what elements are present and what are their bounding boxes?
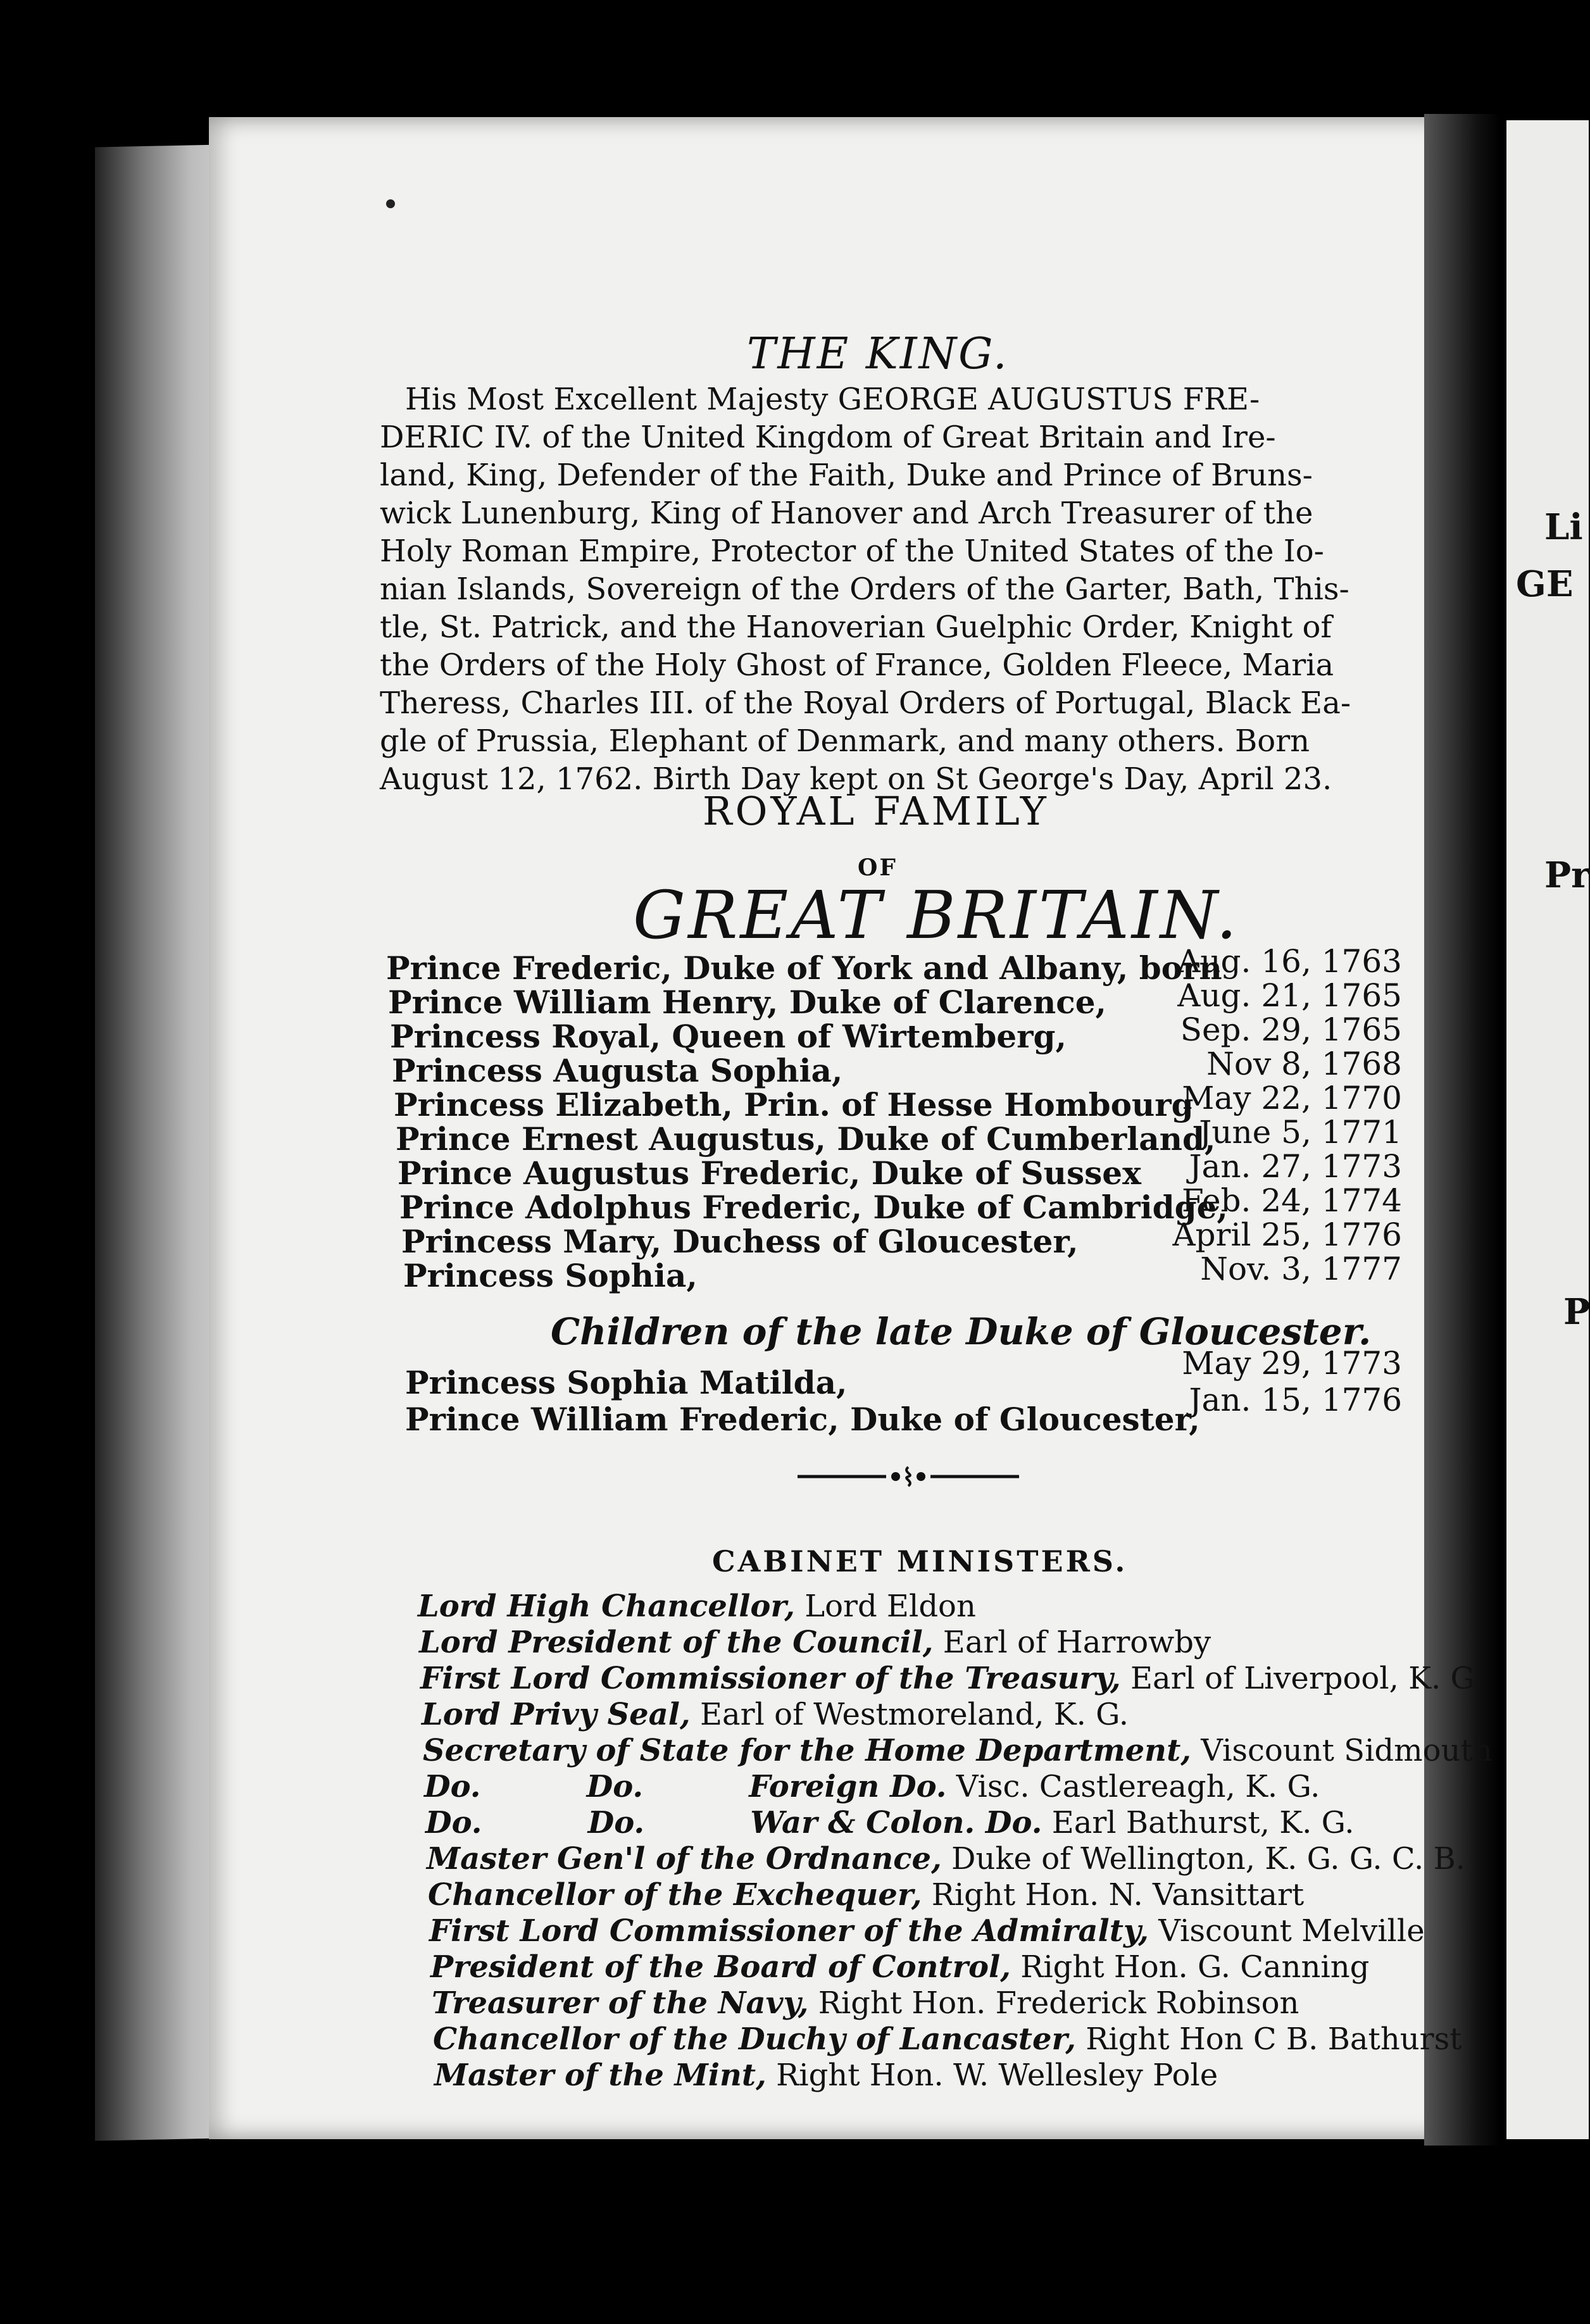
cabinet-entry <box>432 1985 1299 2021</box>
next-page-fragment: Pr <box>1544 854 1590 896</box>
royal-member-date: Feb. 24, 1774 <box>1182 1182 1402 1219</box>
next-page-fragment: P <box>1563 1291 1590 1333</box>
cabinet-holder: Lord Eldon <box>804 1589 976 1624</box>
king-text-line: Theress, Charles III. of the Royal Orders of Portugal, Black Ea- <box>380 685 1351 721</box>
cabinet-entry <box>419 1625 1211 1660</box>
royal-member-name: Princess Sophia, <box>403 1257 698 1294</box>
king-text-line: August 12, 1762. Birth Day kept on St George's Day, April 23. <box>380 761 1332 797</box>
cabinet-entry <box>420 1661 1483 1696</box>
cabinet-holder: Right Hon. Frederick Robinson <box>818 1985 1299 2021</box>
cabinet-holder: Right Hon. N. Vansittart <box>931 1877 1305 1913</box>
next-page-edge <box>1506 120 1589 2139</box>
royal-member-date: June 5, 1771 <box>1199 1114 1402 1151</box>
royal-member-name: Prince Frederic, Duke of York and Albany, born <box>386 949 1222 987</box>
cabinet-holder: Right Hon. W. Wellesley Pole <box>776 2058 1218 2093</box>
king-text-line: the Orders of the Holy Ghost of France, Golden Fleece, Maria <box>380 647 1334 683</box>
royal-member-date: Nov. 3, 1777 <box>1200 1251 1402 1287</box>
royal-member-name: Prince William Henry, Duke of Clarence, <box>388 984 1106 1021</box>
great-britain-title: GREAT BRITAIN. <box>633 877 1240 954</box>
royal-member-date: Nov 8, 1768 <box>1206 1046 1402 1082</box>
royal-member-name: Prince Ernest Augustus, Duke of Cumberland, <box>396 1120 1216 1158</box>
king-text-line: tle, St. Patrick, and the Hanoverian Guelphic Order, Knight of <box>380 609 1332 645</box>
cabinet-office: Secretary of State for the Home Department, <box>423 1733 1191 1768</box>
cabinet-entry <box>418 1589 976 1624</box>
cabinet-entry <box>427 1841 1465 1877</box>
gloucester-heading: Children of the late Duke of Gloucester. <box>551 1310 1372 1353</box>
cabinet-office: First Lord Commissioner of the Admiralty, <box>429 1913 1149 1949</box>
cabinet-entry <box>425 1805 1355 1840</box>
king-text-line: land, King, Defender of the Faith, Duke and Prince of Bruns- <box>380 458 1313 493</box>
gloucester-child-name: Princess Sophia Matilda, <box>405 1364 848 1401</box>
cabinet-holder: Earl of Liverpool, K. G. <box>1130 1661 1484 1696</box>
gloucester-child-name: Prince William Frederic, Duke of Gloucester, <box>405 1401 1200 1438</box>
cabinet-entry <box>424 1769 1320 1804</box>
royal-member-date: Aug. 16, 1763 <box>1177 943 1402 980</box>
cabinet-office: Lord Privy Seal, <box>422 1697 691 1732</box>
of-label: OF <box>858 854 898 881</box>
cabinet-entry <box>430 1949 1369 1985</box>
cabinet-holder: Right Hon. G. Canning <box>1020 1949 1370 1985</box>
king-text-line: DERIC IV. of the United Kingdom of Great Britain and Ire- <box>380 420 1276 455</box>
cabinet-office: Chancellor of the Exchequer, <box>428 1877 922 1913</box>
cabinet-holder: Duke of Wellington, K. G. G. C. B. <box>951 1841 1465 1877</box>
royal-family-heading: ROYAL FAMILY <box>703 788 1049 834</box>
royal-member-name: Princess Augusta Sophia, <box>392 1052 843 1089</box>
cabinet-office: Chancellor of the Duchy of Lancaster, <box>433 2021 1076 2057</box>
cabinet-office: Master of the Mint, <box>434 2058 767 2093</box>
royal-member-date: May 22, 1770 <box>1182 1080 1402 1116</box>
cabinet-holder: Viscount Melville <box>1158 1913 1425 1949</box>
royal-member-name: Princess Royal, Queen of Wirtemberg, <box>390 1018 1067 1055</box>
cabinet-entry <box>434 2058 1218 2093</box>
cabinet-office: Master Gen'l of the Ordnance, <box>427 1841 942 1877</box>
cabinet-holder: Viscount Sidmouth <box>1201 1733 1493 1768</box>
royal-member-name: Prince Augustus Frederic, Duke of Sussex <box>398 1154 1141 1192</box>
next-page-fragment: Li <box>1544 506 1583 548</box>
cabinet-entry <box>422 1697 1129 1732</box>
cabinet-heading: CABINET MINISTERS. <box>712 1544 1128 1578</box>
cabinet-office: Lord High Chancellor, <box>418 1589 795 1624</box>
gloucester-child-date: May 29, 1773 <box>1182 1345 1402 1382</box>
cabinet-office: Lord President of the Council, <box>419 1625 934 1660</box>
king-text-line: nian Islands, Sovereign of the Orders of the Garter, Bath, This- <box>380 572 1349 607</box>
cabinet-holder: Visc. Castlereagh, K. G. <box>956 1769 1320 1804</box>
king-text-line: Holy Roman Empire, Protector of the United States of the Io- <box>380 534 1324 569</box>
cabinet-entry <box>428 1877 1304 1913</box>
cabinet-holder: Earl Bathurst, K. G. <box>1051 1805 1355 1840</box>
royal-member-date: Jan. 27, 1773 <box>1189 1148 1402 1185</box>
cabinet-holder: Right Hon C B. Bathurst <box>1086 2021 1462 2057</box>
royal-member-date: April 25, 1776 <box>1172 1216 1402 1253</box>
royal-member-name: Prince Adolphus Frederic, Duke of Cambridge, <box>399 1189 1228 1226</box>
royal-member-date: Aug. 21, 1765 <box>1177 977 1402 1014</box>
royal-member-date: Sep. 29, 1765 <box>1180 1011 1402 1048</box>
cabinet-office: Do. Do. War & Colon. Do. <box>425 1805 1042 1840</box>
king-text-line: wick Lunenburg, King of Hanover and Arch Treasurer of the <box>380 496 1313 531</box>
cabinet-office: Treasurer of the Navy, <box>432 1985 809 2021</box>
royal-member-name: Princess Mary, Duchess of Gloucester, <box>401 1223 1079 1260</box>
gloucester-child-date: Jan. 15, 1776 <box>1189 1382 1402 1418</box>
cabinet-office: First Lord Commissioner of the Treasury, <box>420 1661 1121 1696</box>
cabinet-entry <box>423 1733 1493 1768</box>
cabinet-holder: Earl of Westmoreland, K. G. <box>699 1697 1129 1732</box>
king-text-line: gle of Prussia, Elephant of Denmark, and many others. Born <box>380 723 1310 759</box>
ink-dot <box>386 199 395 208</box>
ornament-divider <box>798 1467 1019 1486</box>
cabinet-holder: Earl of Harrowby <box>942 1625 1211 1660</box>
cabinet-entry <box>433 2021 1462 2057</box>
king-title: THE KING. <box>747 329 1009 379</box>
king-text-line: His Most Excellent Majesty GEORGE AUGUSTUS FRE- <box>405 382 1260 417</box>
royal-member-name: Princess Elizabeth, Prin. of Hesse Hombourg <box>394 1086 1194 1123</box>
cabinet-entry <box>429 1913 1425 1949</box>
cabinet-office: President of the Board of Control, <box>430 1949 1011 1985</box>
cabinet-office: Do. Do. Foreign Do. <box>424 1769 947 1804</box>
next-page-fragment: GE <box>1516 563 1574 605</box>
